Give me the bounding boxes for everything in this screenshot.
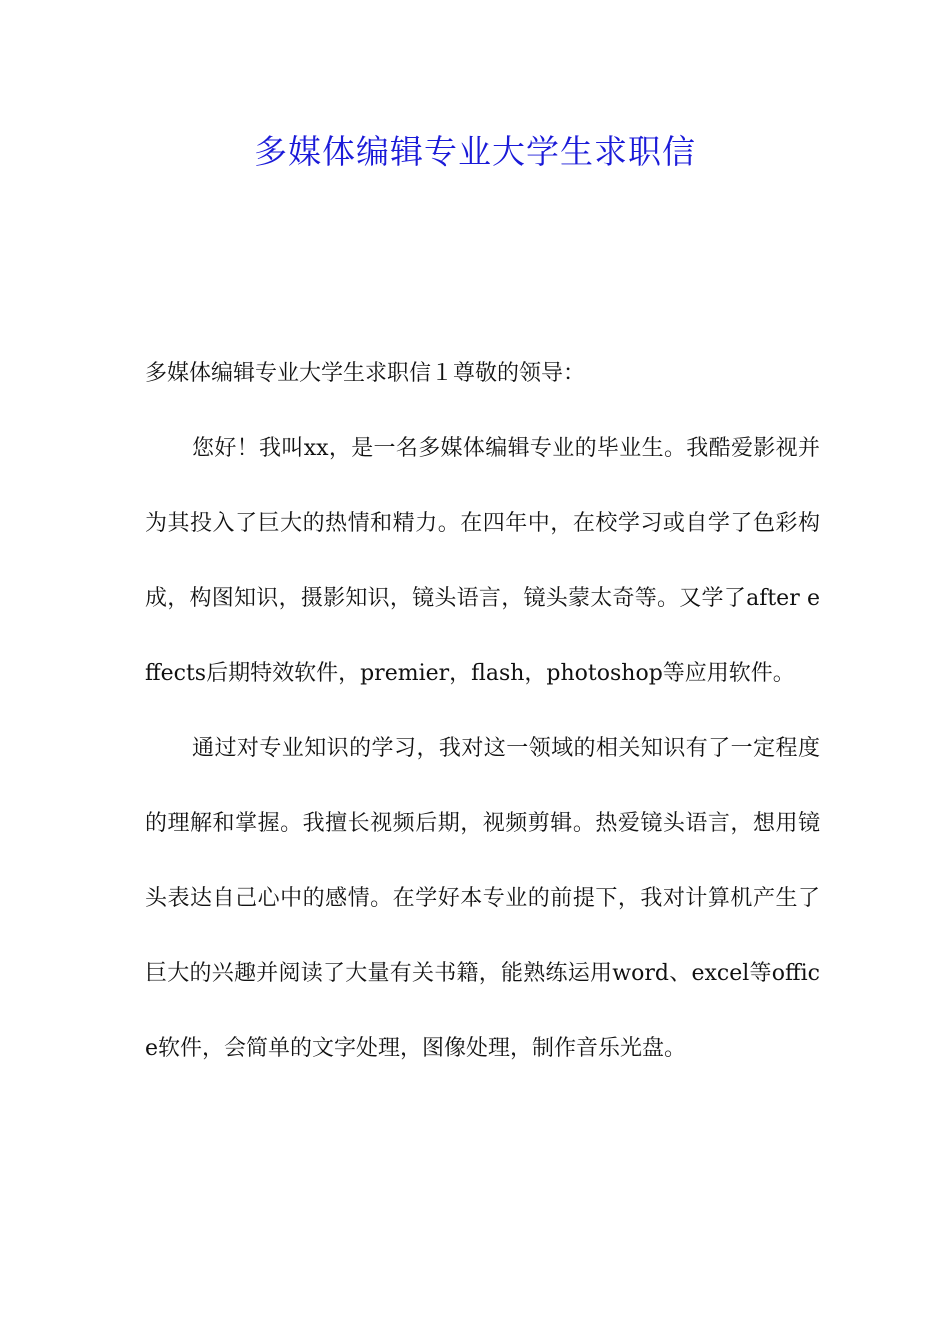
paragraph-1: 您好！我叫xx，是一名多媒体编辑专业的毕业生。我酷爱影视并为其投入了巨大的热情和精力。在四年中，在校学习或自学了色彩构成，构图知识，摄影知识，镜头语言，镜头蒙太奇等。又学了after effects后期特效软件，premier，flash，photoshop等应用软件。	[145, 436, 820, 686]
document-body	[145, 336, 820, 1086]
document-title: 多媒体编辑专业大学生求职信	[254, 132, 696, 171]
paragraph-2: 通过对专业知识的学习，我对这一领域的相关知识有了一定程度的理解和掌握。我擅长视频后期，视频剪辑。热爱镜头语言，想用镜头表达自己心中的感情。在学好本专业的前提下，我对计算机产生了巨大的兴趣并阅读了大量有关书籍，能熟练运用word、excel等office软件，会简单的文字处理，图像处理，制作音乐光盘。	[145, 736, 820, 1061]
greeting-line: 多媒体编辑专业大学生求职信１尊敬的领导：	[145, 361, 586, 386]
